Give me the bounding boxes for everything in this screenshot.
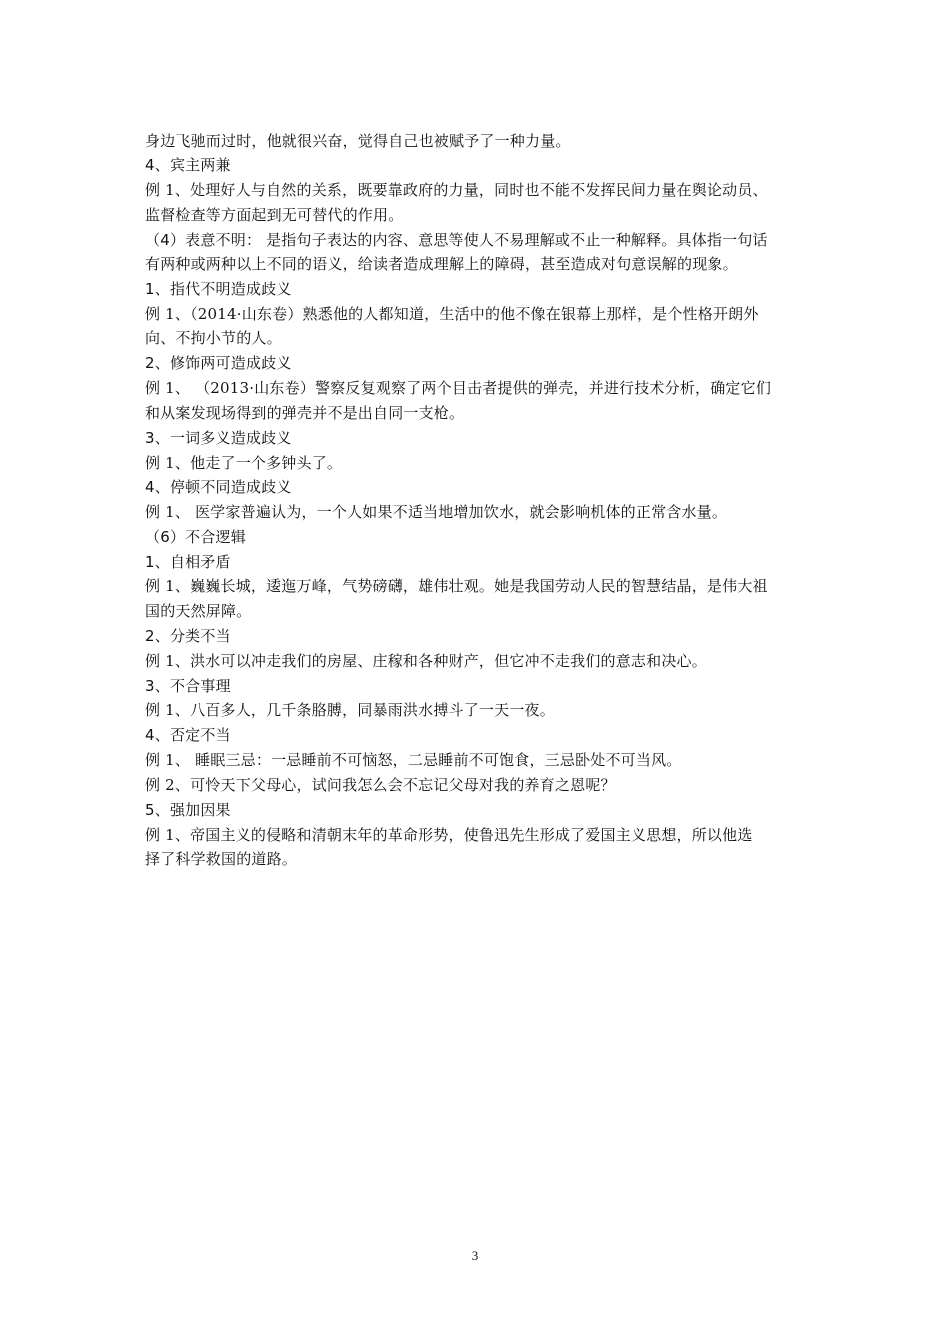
text-line: 1、自相矛盾	[145, 553, 231, 571]
text-line: （4）表意不明： 是指句子表达的内容、意思等使人不易理解或不止一种解释。具体指一句话	[145, 231, 768, 249]
text-line: 例 1、八百多人，几千条胳膊，同暴雨洪水搏斗了一天一夜。	[145, 701, 555, 719]
text-line: 监督检查等方面起到无可替代的作用。	[145, 206, 404, 224]
text-line: 例 1、处理好人与自然的关系，既要靠政府的力量，同时也不能不发挥民间力量在舆论动员、	[145, 181, 768, 199]
text-line: 例 1、帝国主义的侵略和清朝末年的革命形势，使鲁迅先生形成了爱国主义思想，所以他选	[145, 826, 753, 844]
text-line: 例 1、他走了一个多钟头了。	[145, 454, 343, 472]
text-line: 3、一词多义造成歧义	[145, 429, 292, 447]
text-line: 例 1、（2014·山东卷）熟悉他的人都知道，生活中的他不像在银幕上那样，是个性格开朗外	[145, 305, 759, 323]
text-line: 1、指代不明造成歧义	[145, 280, 292, 298]
text-line: 2、修饰两可造成歧义	[145, 354, 292, 372]
text-line: 例 1、巍巍长城，逶迤万峰，气势磅礴，雄伟壮观。她是我国劳动人民的智慧结晶，是伟大祖	[145, 577, 768, 595]
text-line: 例 1、 医学家普遍认为，一个人如果不适当地增加饮水，就会影响机体的正常含水量。	[145, 503, 728, 521]
text-line: 和从案发现场得到的弹壳并不是出自同一支枪。	[145, 404, 465, 422]
text-line: 4、宾主两兼	[145, 156, 231, 174]
text-line: 择了科学救国的道路。	[145, 850, 298, 868]
text-line: 例 1、 睡眠三忌：一忌睡前不可恼怒，二忌睡前不可饱食，三忌卧处不可当风。	[145, 751, 682, 769]
text-line: 3、不合事理	[145, 677, 231, 695]
text-line: 国的天然屏障。	[145, 602, 252, 620]
text-line: 4、停顿不同造成歧义	[145, 478, 292, 496]
page-number: 3	[471, 1248, 479, 1263]
text-line: 4、否定不当	[145, 726, 231, 744]
text-line: 身边飞驰而过时，他就很兴奋，觉得自己也被赋予了一种力量。	[145, 132, 571, 150]
text-line: 有两种或两种以上不同的语义，给读者造成理解上的障碍，甚至造成对句意误解的现象。	[145, 255, 738, 273]
text-line: 例 1、 （2013·山东卷）警察反复观察了两个目击者提供的弹壳，并进行技术分析，确定它们	[145, 379, 772, 397]
text-line: （6）不合逻辑	[145, 528, 246, 546]
text-line: 2、分类不当	[145, 627, 231, 645]
text-line: 例 1、洪水可以冲走我们的房屋、庄稼和各种财产，但它冲不走我们的意志和决心。	[145, 652, 707, 670]
text-line: 例 2、可怜天下父母心，试问我怎么会不忘记父母对我的养育之恩呢？	[145, 776, 616, 794]
text-line: 5、强加因果	[145, 801, 231, 819]
text-line: 向、不拘小节的人。	[145, 329, 282, 347]
